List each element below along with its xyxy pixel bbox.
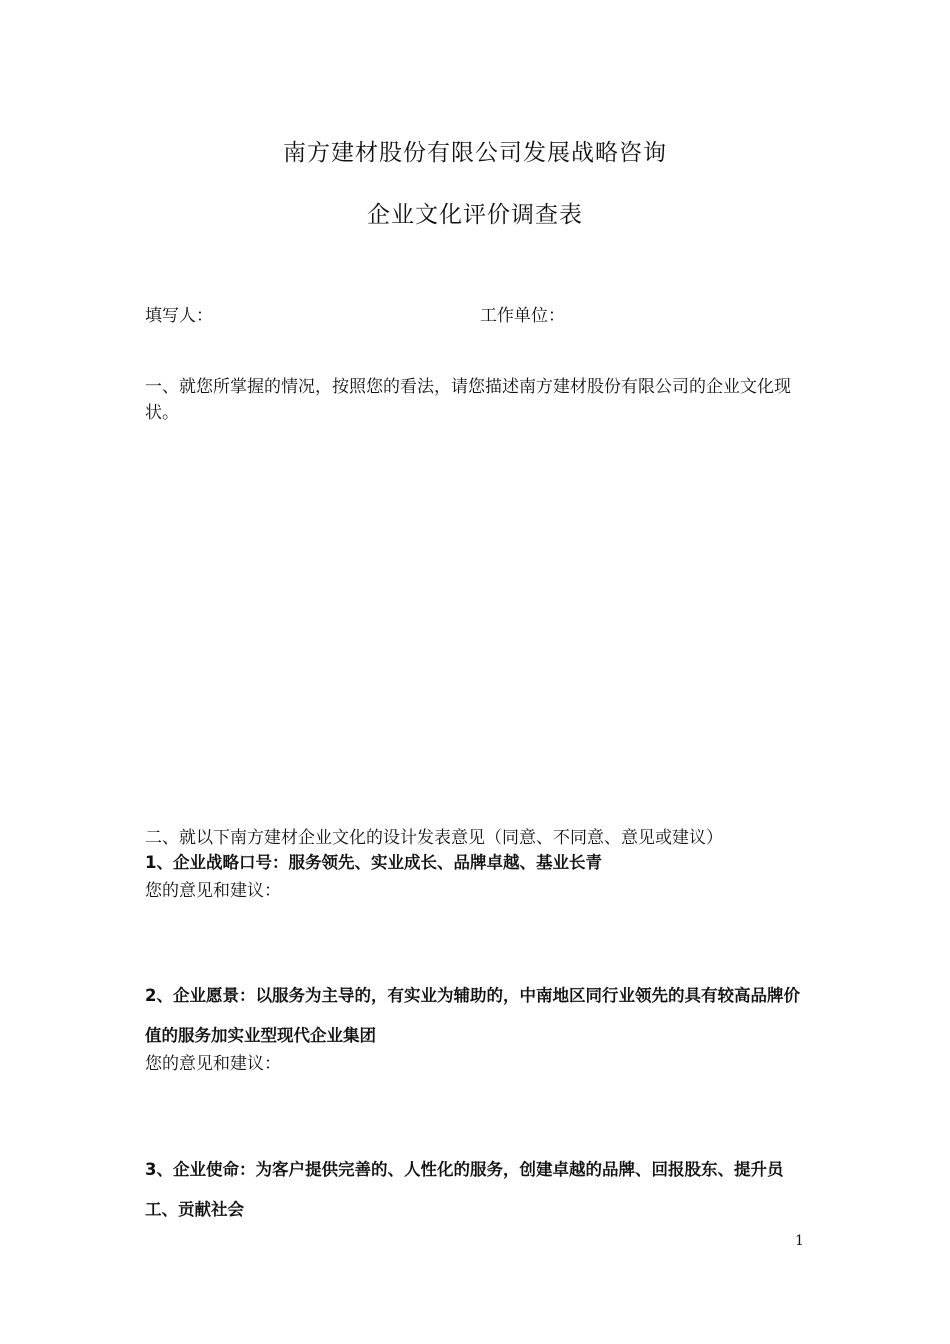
document-title-line1: 南方建材股份有限公司发展战略咨询 — [283, 140, 667, 166]
work-unit-label: 工作单位： — [480, 306, 565, 326]
filler-label: 填写人： — [145, 306, 213, 326]
section1-question: 一、就您所掌握的情况，按照您的看法，请您描述南方建材股份有限公司的企业文化现状。 — [145, 377, 791, 423]
item2-opinion-label: 您的意见和建议： — [145, 1054, 281, 1074]
document-title-line2: 企业文化评价调查表 — [367, 202, 583, 228]
item1-heading: 1、企业战略口号：服务领先、实业成长、品牌卓越、基业长青 — [145, 853, 602, 872]
item3-heading: 3、企业使命：为客户提供完善的、人性化的服务，创建卓越的品牌、回报股东、提升员工、贡献社会 — [145, 1160, 784, 1219]
item2-heading: 2、企业愿景：以服务为主导的，有实业为辅助的，中南地区同行业领先的具有较高品牌价值的服务加实业型现代企业集团 — [145, 986, 800, 1045]
page-number: 1 — [795, 1233, 804, 1249]
item1-opinion-label: 您的意见和建议： — [145, 881, 281, 901]
section2-question: 二、就以下南方建材企业文化的设计发表意见（同意、不同意、意见或建议） — [145, 828, 723, 848]
